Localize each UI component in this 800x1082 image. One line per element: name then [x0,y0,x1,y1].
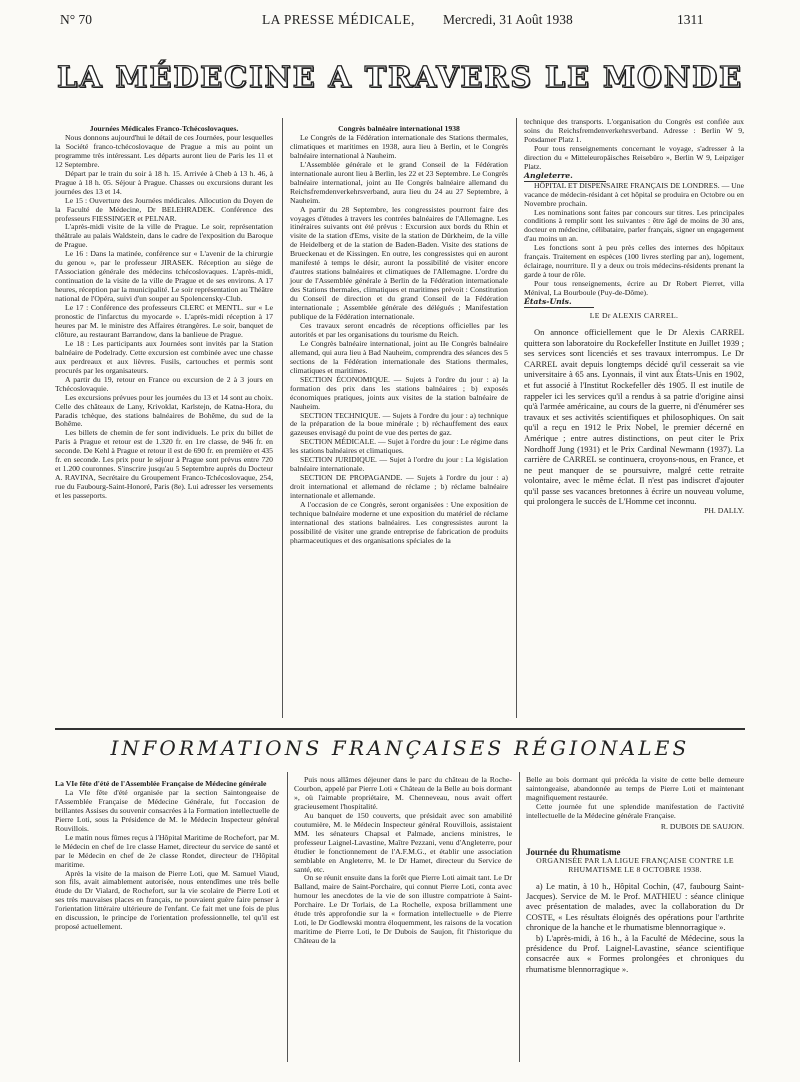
paragraph: a) Le matin, à 10 h., Hôpital Cochin, (47, faubourg Saint-Jacques). Service de M. le Prof. MATHIEU : séance clinique avec présentation de malades, avec la collaboration du Dr COSTE, « Les résultats éloignés des opérations pour l'arthrite chronique de la hanche et le rhumatisme blennorragique ». [526,880,744,933]
article-subtitle: ORGANISÉE PAR LA LIGUE FRANÇAISE CONTRE LE RHUMATISME LE 8 OCTOBRE 1938. [536,855,734,874]
paragraph: Le matin nous fûmes reçus à l'Hôpital Maritime de Rochefort, par M. le Médecin en chef de 1re classe Hamet, directeur du service de santé et par le Médecin en chef de 2e classe Rondet, directeur de l'Hôpital maritime. [55,832,279,869]
paragraph: On annonce officiellement que le Dr Alexis CARREL quittera son laboratoire du Rockefeller Institute en Juillet 1939 ; ses services sont licenciés et ses travaux interrompus. Le Dr CARREL avait depuis longtemps décidé qu'il cesserait sa vie universitaire à 65 ans. Lyonnais, il vint aux États-Unis en 1902, et fut associé à l'Institut Rockefeller dès 1905. Il est inutile de rappeler ici les services qu'il a rendus à sa patrie d'origine ainsi qu'à l'armée américaine, au cours de la guerre, ni d'énumérer ses travaux et ses activités scientifiques et philosophiques. On sait qu'il a reçu en 1912 le Prix Nobel, le premier décerné en Amérique ; entre autres distinctions, on peut citer le Prix Nordhoff Jung (1931) et le Prix Cardinal Newmann (1937). La carrière de CARREL se continuera, croyons-nous, en France, et ne peut manquer de se poursuivre, malgré cette retraite volontaire, avec le même éclat. Il n'est pas indiscret d'ajouter qu'il passe ses vacances bretonnes à écrire un nouveau volume, qui prolongera le succès de L'Homme cet inconnu. [524,326,744,507]
lower-column-2 [294,776,512,946]
paragraph: Puis nous allâmes déjeuner dans le parc du château de la Roche-Courbon, appelé par Pierre Loti « Château de la Belle au bois dormant », où l'aimable propriétaire, M. Chenneveau, nous avait offert gracieusement l'hospitalité. [294,775,512,811]
paragraph: Le 17 : Conférence des professeurs CLERC et MENTL. sur « Le pronostic de l'infarctus du myocarde ». L'après-midi réception à 17 heures par M. le ministre des Affaires étrangères. Le soir, banquet de clôture, au restaurant Barrandow, dans la banlieue de Prague. [55,303,273,339]
issue-date: Mercredi, 31 Août 1938 [443,12,573,27]
article-title: Congrès balnéaire international 1938 [338,124,460,133]
paragraph: Le 18 : Les participants aux Journées sont invités par la Station balnéaire de Podelrady. Cette excursion est combinée avec une chasse aux perdreaux et aux lièvres. Fusils, cartouches et permis sont procurés par les organisateurs. [55,338,273,375]
paragraph: L'après-midi visite de la ville de Prague. Le soir, représentation théâtrale au palais Waldstein, dans le cadre de l'exposition du Baroque de Prague. [55,222,273,250]
column-divider [282,118,283,718]
paragraph: Pour tous renseignements concernant le voyage, s'adresser à la direction du « Mitteleuropäisches Reisebüro », Berlin W 9, Leipziger Platz. [524,143,744,171]
column-divider [516,118,517,718]
signature: PH. DALLY. [704,506,744,516]
lower-column-3 [526,776,744,974]
paragraph: SECTION ÉCONOMIQUE. — Sujets à l'ordre du jour : a) la formation des prix dans les stations balnéaires ; b) exposés économiques pratiques, joints aux visites de la station balnéaire de Nauheim. [290,374,508,411]
paragraph: b) L'après-midi, à 16 h., à la Faculté de Médecine, sous la présidence du Prof. Laignel-Lavastine, séance scientifique consacrée aux « Formes prolongées et chroniques du rhumatisme blennorragique ». [526,932,744,974]
paragraph: HÔPITAL ET DISPENSAIRE FRANÇAIS DE LONDRES. — Une vacance de médecin-résidant à cet hôpital se produira en Octobre ou en Novembre prochain. [524,180,744,208]
paragraph: L'Assemblée générale et le grand Conseil de la Fédération internationale auront lieu à Berlin, les 22 et 23 Septembre. Le Congrès balnéaire international, joint au IIe Congrès balnéaire allemand du Reichsfremdenverkehrsverband, aura lieu du 24 au 27 Septembre, à Nauheim. [290,159,508,205]
paragraph: Les fonctions sont à peu près celles des internes des hôpitaux français. Traitement en espèces (100 livres sterling par an), logement, éclairage, nourriture. Il y a deux ou trois médecins-résidents prenant la garde à tour de rôle. [524,243,744,280]
main-banner: LA MÉDECINE A TRAVERS LE MONDE [57,60,743,94]
paragraph: Belle au bois dormant qui précéda la visite de cette belle demeure saintongeaise, abandonnée au temps de Pierre Loti et maintenant magnifiquement restaurée. [526,775,744,802]
section-heading-england: Angleterre. [524,172,606,182]
page-number: 1311 [677,12,704,27]
paragraph: Ces travaux seront encadrés de réceptions officielles par les autorités et par les organisations du tourisme du Reich. [290,320,508,339]
paragraph: A partir du 28 Septembre, les congressistes pourront faire des voyages d'études à travers les contrées balnéaires de l'Allemagne. Les itinéraires suivants ont été prévus : Excursion aux bords du Rhin et visite de la station d'Ems, visite de la station de Dürkheim, de la ville de Heidelberg et de la station de Baden-Baden. Visite des stations de Brueckenau et de Kissingen. En outre, les congressistes qui en auront manifesté à temps le désir, auront la possibilité de visiter encore d'autres stations balnéaires et climatiques de l'Allemagne. L'ordre du jour de l'Assemblée générale à Berlin de la Fédération internationale des Stations thermales, climatiques et maritimes prévoit : Constitution du Conseil de direction et du grand Conseil de la Fédération internationale ; Assemblée générale des délégués ; Manifestation publique de la Fédération internationale. [290,204,508,322]
paragraph: Départ par le train du soir à 18 h. 15. Arrivée à Cheb à 13 h. 46, à Prague à 18 h. 05. Séjour à Prague. Chasses ou excursions durant les journées des 13 et 14. [55,168,273,196]
article-subtitle: LE Dr ALEXIS CARREL. [589,311,679,321]
paragraph: Le Congrès de la Fédération internationale des Stations thermales, climatiques et maritimes en 1938, aura lieu à Berlin, et le Congrès balnéaire international à Nauheim. [290,132,508,160]
paragraph: SECTION DE PROPAGANDE. — Sujets à l'ordre du jour : a) droit international et allemand de réclame ; b) réclame balnéaire internationale et allemande. [290,473,508,501]
article-title: Journée du Rhumatisme [526,846,621,857]
paragraph: Le 16 : Dans la matinée, conférence sur « L'avenir de la chirurgie du genou », par le professeur JIRASEK. Réception au siège de l'Association générale des médecins tchécoslovaques. L'après-midi, continuation de la visite de la ville de Prague et de ses environs. A 17 heures, réception par la municipalité. Le soir représentation au Théâtre national de l'Opéra, suivi d'un souper au Spolencensky-Club. [55,249,273,304]
paragraph: Pour tous renseignements, écrire au Dr Robert Pierret, villa Ménival, La Bourboule (Puy-de-Dôme). [524,279,744,298]
column-1 [55,125,273,501]
paragraph: Les billets de chemin de fer sont individuels. Le prix du billet de Paris à Prague et retour est de 1.320 fr. en 1re classe, de 946 fr. en seconde. De Kehl à Prague et retour il est de 690 fr. en première et 435 fr. en seconde. Les prix pour le séjour à Prague sont prévus entre 720 et 1.200 couronnes. S'inscrire jusqu'au 5 Septembre auprès du Docteur A. RAVINA, Secrétaire du Groupement Franco-Tchécoslovaque, 254, rue du Faubourg-Saint-Honoré, Paris (8e). Lui adresser les versements et les passeports. [55,428,273,501]
lower-column-1 [55,780,279,932]
column-3 [524,118,744,516]
paragraph: SECTION JURIDIQUE. — Sujet à l'ordre du jour : La législation balnéaire internationale. [290,455,508,474]
issue-number: N° 70 [60,12,93,27]
paragraph: Les nominations sont faites par concours sur titres. Les principales conditions à remplir sont les suivantes : être âgé de moins de 30 ans, docteur en médecine, célibataire, parler français, signer un engagement d'au moins un an. [524,207,744,244]
column-2 [290,125,508,546]
journal-name: LA PRESSE MÉDICALE, [262,12,415,27]
paragraph: SECTION TECHNIQUE. — Sujets à l'ordre du jour : a) technique de la préparation de la boue minérale ; b) réchauffement des eaux gazeuses envisagé du point de vue des pertes de gaz. [290,410,508,438]
section-heading-us: États-Unis. [524,298,594,308]
paragraph: Après la visite de la maison de Pierre Loti, que M. Samuel Viaud, son fils, avait aimablement autorisée, nous entendîmes une très belle étude du Dr Vialard, de Rochefort, sur la vie scolaire de Pierre Loti et ses très mauvaises places en français, ne pouvaient guère faire penser à l'orientation littéraire ultérieure de l'enfant. Ce fait met une fois de plus en discussion, le principe de l'orientation professionnelle, tel qu'il est proposé actuellement. [55,868,279,932]
paragraph: Les excursions prévues pour les journées du 13 et 14 sont au choix. Celle des châteaux de Lany, Krivoklat, Karlstejn, de Katna-Hora, du Paradis tchèque, des stations balnéaires de Bohême, du sud de la Bohême. [55,392,273,429]
paragraph: On se réunit ensuite dans la forêt que Pierre Loti aimait tant. Le Dr Balland, maire de Saint-Porchaire, qui connut Pierre Loti, conta avec humour les anecdotes de la vie de son illustre compatriote à Saint-Porchaire. Le Dr Torlais, de La Rochelle, exposa brillamment une étude très approfondie sur la « formation intellectuelle » de Pierre Loti, le Dr Godlewski montra éloquemment, les raisons de la vocation maritime de Pierre Loti, le Dr Dubois de Saujon, fit l'historique du Château de la [294,873,512,946]
column-divider [287,772,288,1062]
paragraph: La VIe fête d'été organisée par la section Saintongeaise de l'Assemblée Française de Médecine Générale, fut l'occasion de brillantes Assises du souvenir consacrées à la Formation intellectuelle de Pierre Loti, sous la Présidence de M. le Médecin Inspecteur général Rouvillois. [55,787,279,833]
paragraph: Le Congrès balnéaire international, joint au IIe Congrès balnéaire allemand, qui aura lieu à Bad Nauheim, comprendra des séances des 5 sections de la Fédération internationale des Stations thermales, climatiques et maritimes. [290,338,508,375]
paragraph: technique des transports. L'organisation du Congrès est confiée aux soins du Reichsfremdenverkehrsverband. Adresse : Berlin W 9, Potsdamer Platz 1. [524,117,744,144]
signature: R. DUBOIS DE SAUJON. [660,821,744,831]
article-title: La VIe fête d'été de l'Assemblée Française de Médecine générale [55,779,267,788]
paragraph: A l'occasion de ce Congrès, seront organisées : Une exposition de technique balnéaire moderne et une exposition du matériel de réclame international des stations balnéaires. Les congressistes auront la possibilité de visiter une grande entreprise de fabrication de produits pharmaceutiques et des organisations spéciales de la [290,500,508,545]
paragraph: Nous donnons aujourd'hui le détail de ces Journées, pour lesquelles la Société franco-tchécoslovaque de Prague a mis au point un programme très intéressant. Les départs auront lieu de Paris les 11 et 12 Septembre. [55,132,273,169]
paragraph: Cette journée fut une splendide manifestation de l'activité intellectuelle de la Médecine générale Française. [526,801,744,820]
section-divider [55,728,745,730]
paragraph: A partir du 19, retour en France ou excursion de 2 à 3 jours en Tchécoslovaquie. [55,374,273,393]
column-divider [519,772,520,1062]
article-title: Journées Médicales Franco-Tchécoslovaques. [89,124,239,133]
paragraph: SECTION MÉDICALE. — Sujet à l'ordre du jour : Le régime dans les stations balnéaires et climatiques. [290,437,508,456]
secondary-banner: INFORMATIONS FRANÇAISES RÉGIONALES [110,736,690,760]
paragraph: Le 15 : Ouverture des Journées médicales. Allocution du Doyen de la Faculté de Médecine, Dr BELEHRADEK. Conférence des professeurs FIESSINGER et PELNAR. [55,195,273,223]
page-header [60,12,710,34]
paragraph: Au banquet de 150 couverts, que présidait avec son amabilité coutumière, M. le Médecin Inspecteur général Rouvillois, assistaient MM. les sénateurs Chapsal et Palmade, anciens ministres, le professeur Laignel-Lavastine, Maître Pezzani, venu d'Angleterre, pour étudier le fonctionnement de l'A.F.M.G., et établir une association semblable en Angleterre, M. le Dr Hamet, directeur du Service de santé, etc. [294,810,512,874]
